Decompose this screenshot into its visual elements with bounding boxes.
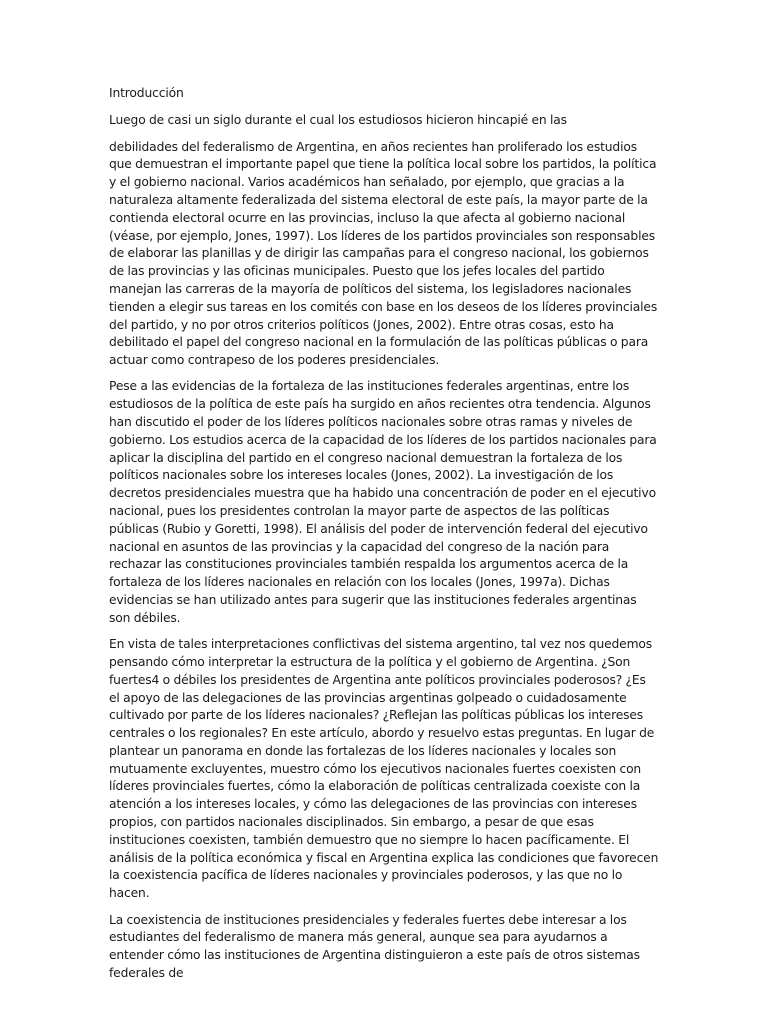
body-paragraph-4: La coexistencia de instituciones presidenciales y federales fuertes debe interesar a los estudiantes del federalismo de manera más general, aunque sea para ayudarnos a entender cómo las instituciones de Argentina distinguieron a este país de otros sistemas federales de: [109, 912, 640, 980]
lead-paragraph: Luego de casi un siglo durante el cual los estudiosos hicieron hincapié en las: [109, 112, 567, 127]
body-paragraph-2: Pese a las evidencias de la fortaleza de las instituciones federales argentinas, entre los estudiosos de la política de este país ha surgido en años recientes otra tendencia. Algunos han discutido el poder de los líderes políticos nacionales sobre otras ramas y niveles de gobierno. Los estudios acerca de la capacidad de los líderes de los partidos nacionales para aplicar la disciplina del partido en el congreso nacional demuestran la fortaleza de los políticos nacionales sobre los intereses locales (Jones, 2002). La investigación de los decretos presidenciales muestra que ha habido una concentración de poder en el ejecutivo nacional, pues los presidentes controlan la mayor parte de aspectos de las políticas públicas (Rubio y Goretti, 1998). El análisis del poder de intervención federal del ejecutivo nacional en asuntos de las provincias y la capacidad del congreso de la nación para rechazar las constituciones provinciales también respalda los argumentos acerca de la fortaleza de los líderes nacionales en relación con los locales (Jones, 1997a). Dichas evidencias se han utilizado antes para sugerir que las instituciones federales argentinas son débiles.: [109, 379, 657, 625]
body-paragraph-3: En vista de tales interpretaciones conflictivas del sistema argentino, tal vez nos quedemos pensando cómo interpretar la estructura de la política y el gobierno de Argentina. ¿Son fuertes4 o débiles los presidentes de Argentina ante políticos provinciales poderosos? ¿Es el apoyo de las delegaciones de las provincias argentinas golpeado o cuidadosamente cultivado por parte de los líderes nacionales? ¿Reflejan las políticas públicas los intereses centrales o los regionales? En este artículo, abordo y resuelvo estas preguntas. En lugar de plantear un panorama en donde las fortalezas de los líderes nacionales y locales son mutuamente excluyentes, muestro cómo los ejecutivos nacionales fuertes coexisten con líderes provinciales fuertes, cómo la elaboración de políticas centralizada coexiste con la atención a los intereses locales, y cómo las delegaciones de las provincias con intereses propios, con partidos nacionales disciplinados. Sin embargo, a pesar de que esas instituciones coexisten, también demuestro que no siempre lo hacen pacíficamente. El análisis de la política económica y fiscal en Argentina explica las condiciones que favorecen la coexistencia pacífica de líderes nacionales y provinciales poderosos, y las que no lo hacen.: [109, 637, 659, 901]
body-paragraph-1: debilidades del federalismo de Argentina, en años recientes han proliferado los estudios que demuestran el importante papel que tiene la política local sobre los partidos, la política y el gobierno nacional. Varios académicos han señalado, por ejemplo, que gracias a la naturaleza altamente federalizada del sistema electoral de este país, la mayor parte de la contienda electoral ocurre en las provincias, incluso la que afecta al gobierno nacional (véase, por ejemplo, Jones, 1997). Los líderes de los partidos provinciales son responsables de elaborar las planillas y de dirigir las campañas para el congreso nacional, los gobiernos de las provincias y las oficinas municipales. Puesto que los jefes locales del partido manejan las carreras de la mayoría de políticos del sistema, los legisladores nacionales tienden a elegir sus tareas en los comités con base en los deseos de los líderes provinciales del partido, y no por otros criterios políticos (Jones, 2002). Entre otras cosas, esto ha debilitado el papel del congreso nacional en la formulación de las políticas públicas o para actuar como contrapeso de los poderes presidenciales.: [109, 139, 658, 368]
section-heading: Introducción: [109, 86, 184, 100]
document-page: [109, 85, 659, 991]
